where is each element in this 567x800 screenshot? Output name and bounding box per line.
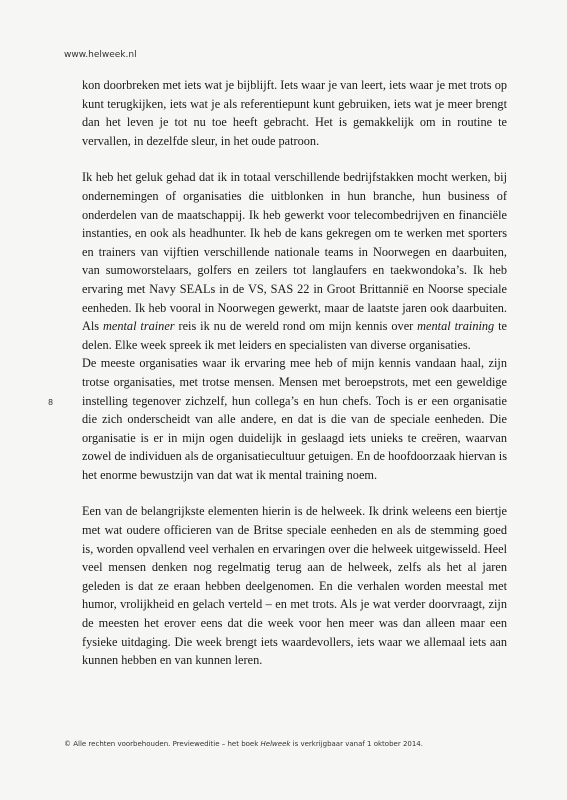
italic-term-mental-trainer: mental trainer: [103, 319, 175, 334]
paragraph-3: De meeste organisaties waar ik ervaring mee heb of mijn kennis vandaan haal, zijn trotse organisaties, met trotse mensen. Mensen met beroepstrots, met een geweldige instelling tegenover zichzelf, hun collega’s en hun chefs. Toch is er een organisatie die zich onderscheidt van alle andere, en dat is die van de speciale eenheden. Die organisatie is er in mijn ogen duidelijk in geslaagd iets unieks te creëren, waarvan zowel de individuen als de organisatiecultuur getuigen. En de hoofdoorzaak hiervan is het enorme bewustzijn van dat wat ik mental training noem.: [82, 356, 507, 482]
paragraph-4: Een van de belangrijkste elementen hierin is de helweek. Ik drink weleens een biertje met wat oudere officieren van de Britse speciale eenheden en als de stemming goed is, worden opvallend veel verhalen en ervaringen over die helweek uitgewisseld. Heel veel mensen denken nog regelmatig terug aan de helweek, zelfs als het al jaren geleden is dat ze eraan hebben deelgenomen. En die verhalen worden meestal met humor, vrolijkheid en gelach verteld – en met trots. Als je wat verder doorvraagt, zijn de meesten het erover eens dat die week voor hen meer was dan alleen maar een fysieke uitdaging. Die week brengt iets waardevollers, iets waar we allemaal iets aan kunnen hebben en van kunnen leren.: [82, 504, 507, 668]
footer-book-title: Helweek: [260, 740, 291, 748]
footer-copyright: [64, 740, 423, 748]
paragraph-2-text-c: te delen. Elke week spreek ik met leiders en specialisten van diverse organisaties.: [82, 319, 508, 352]
paragraph-2-text-a: Ik heb het geluk gehad dat ik in totaal verschillende bedrijfstakken mocht werken, bij ondernemingen of organisaties die uitblonken in hun branche, hun business of onderdelen van de maatschappij. Ik heb gewerkt voor telecombedrijven en financiële instanties, en ook als headhunter. Ik heb de kans gekregen om te werken met sporters en trainers van vijftien verschillende nationale teams in Noorwegen en daarbuiten, van sumoworstelaars, golfers en zeilers tot langlaufers en taekwondoka’s. Ik heb ervaring met Navy SEALs in de VS, SAS 22 in Groot Brittannië en Noorse speciale eenheden. Ik heb vooral in Noorwegen gewerkt, maar de laatste jaren ook daarbuiten. Als: [82, 170, 507, 334]
italic-term-mental-training: mental training: [417, 319, 495, 334]
paragraph-1: kon doorbreken met iets wat je bijblijft. Iets waar je van leert, iets waar je met trots op kunt terugkijken, iets wat je als referentiepunt kunt gebruiken, iets wat je meer brengt dan het leven je tot nu toe heeft gebracht. Het is gemakkelijk om in routine te vervallen, in dezelfde sleur, in het oude patroon.: [82, 78, 507, 148]
body-text: [82, 76, 507, 670]
footer-text-a: © Alle rechten voorbehouden. Previeweditie – het boek: [64, 740, 261, 748]
paragraph-2-text-b: reis ik nu de wereld rond om mijn kennis over: [174, 319, 418, 334]
paragraph-2: [82, 168, 507, 354]
footer-text-b: is verkrijgbaar vanaf 1 oktober 2014.: [290, 740, 423, 748]
page-number: 8: [48, 398, 54, 407]
site-url: www.helweek.nl: [64, 50, 137, 60]
